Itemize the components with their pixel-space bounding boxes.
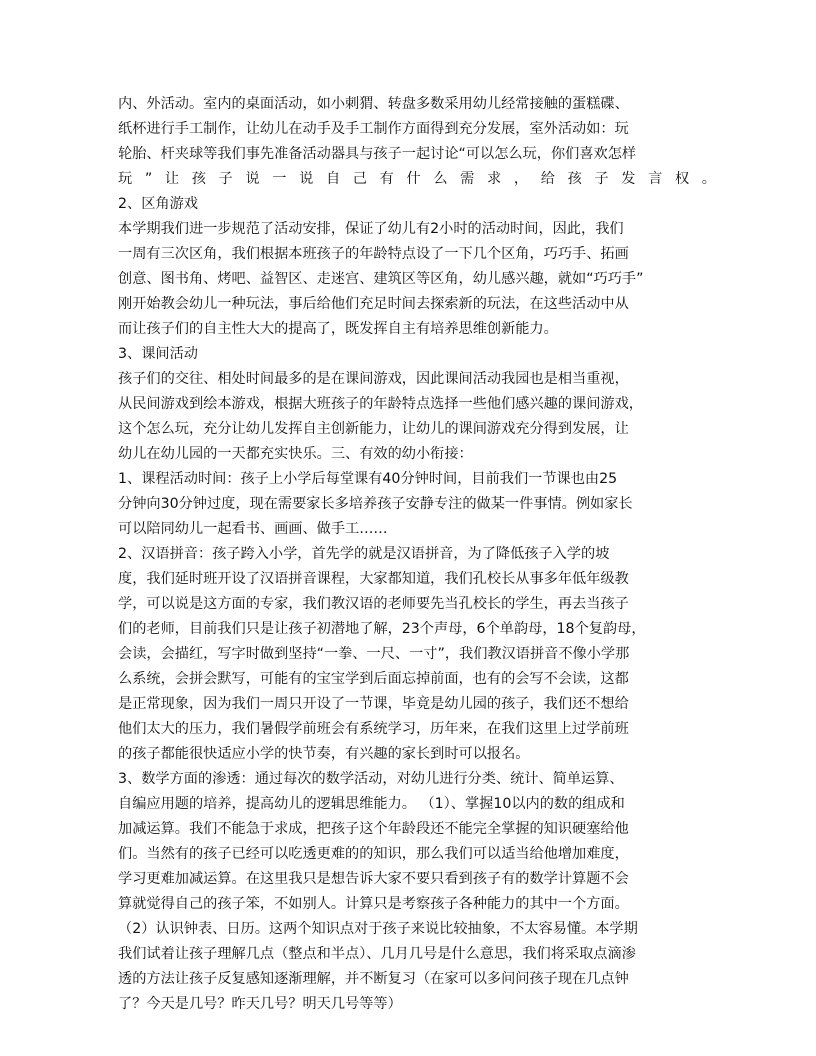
text-line: 这个怎么玩，充分让幼儿发挥自主创新能力，让幼儿的课间游戏充分得到发展，让: [118, 421, 629, 437]
section-heading: 3、课间活动: [118, 346, 198, 362]
section-heading: 2、区角游戏: [118, 196, 198, 212]
text-line: 刚开始教会幼儿一种玩法，事后给他们充足时间去探索新的玩法，在这些活动中从: [118, 296, 629, 312]
text-line: 2、汉语拼音：孩子跨入小学，首先学的就是汉语拼音，为了降低孩子入学的坡: [118, 546, 610, 562]
text-line: 轮胎、杆夹球等我们事先准备活动器具与孩子一起讨论“可以怎么玩，你们喜欢怎样: [118, 146, 637, 162]
text-line: 自编应用题的培养，提高幼儿的逻辑思维能力。 （1）、掌握10以内的数的组成和: [118, 796, 625, 812]
text-line: 本学期我们进一步规范了活动安排，保证了幼儿有2小时的活动时间，因此，我们: [118, 221, 624, 237]
text-line: 3、数学方面的渗透：通过每次的数学活动，对幼儿进行分类、统计、简单运算、: [118, 771, 624, 787]
text-line: 加减运算。我们不能急于求成，把孩子这个年龄段还不能完全掌握的知识硬塞给他: [118, 821, 629, 837]
text-line: 么系统，会拼会默写，可能有的宝宝学到后面忘掉前面，也有的会写不会读，这都: [118, 671, 629, 687]
text-line: 纸杯进行手工制作，让幼儿在动手及手工制作方面得到充分发展，室外活动如：玩: [118, 121, 629, 137]
text-line: 学习更难加减运算。在这里我只是想告诉大家不要只看到孩子有的数学计算题不会: [118, 871, 629, 887]
text-line: 度，我们延时班开设了汉语拼音课程，大家都知道，我们孔校长从事多年低年级教: [118, 571, 629, 587]
document-page: [118, 92, 716, 1017]
text-line: 们。当然有的孩子已经可以吃透更难的的知识，那么我们可以适当给他增加难度，: [118, 846, 629, 862]
text-line: 我们试着让孩子理解几点（整点和半点）、几月几号是什么意思，我们将采取点滴渗: [118, 946, 636, 962]
text-line: 学，可以说是这方面的专家，我们教汉语的老师要先当孔校长的学生，再去当孩子: [118, 596, 629, 612]
text-line: 分钟向30分钟过度，现在需要家长多培养孩子安静专注的做某一件事情。例如家长: [118, 496, 633, 512]
text-line: 从民间游戏到绘本游戏，根据大班孩子的年龄特点选择一些他们感兴趣的课间游戏，: [118, 396, 643, 412]
text-line: 的孩子都能很快适应小学的快节奏，有兴趣的家长到时可以报名。: [118, 746, 530, 762]
text-line: 内、外活动。室内的桌面活动，如小刺猬、转盘多数采用幼儿经常接触的蛋糕碟、: [118, 96, 629, 112]
text-line: 们的老师，目前我们只是让孩子初潜地了解，23个声母，6个单韵母，18个复韵母，: [118, 621, 646, 637]
text-line: 是正常现象，因为我们一周只开设了一节课，毕竟是幼儿园的孩子，我们还不想给: [118, 696, 629, 712]
text-line: 了？今天是几号？昨天几号？明天几号等等）: [118, 996, 402, 1012]
text-line: 可以陪同幼儿一起看书、画画、做手工……: [118, 521, 388, 537]
text-line: 创意、图书角、烤吧、益智区、走迷宫、建筑区等区角，幼儿感兴趣，就如“巧巧手”: [118, 271, 644, 287]
text-line: 幼儿在幼儿园的一天都充实快乐。三、有效的幼小衔接：: [118, 446, 473, 462]
text-line: 而让孩子们的自主性大大的提高了，既发挥自主有培养思维创新能力。: [118, 321, 558, 337]
text-line: 透的方法让孩子反复感知逐渐理解，并不断复习（在家可以多问问孩子现在几点钟: [118, 971, 629, 987]
text-line: 他们太大的压力，我们暑假学前班会有系统学习，历年来，在我们这里上过学前班: [118, 721, 629, 737]
text-line: 算就觉得自己的孩子笨，不如别人。计算只是考察孩子各种能力的其中一个方面。: [118, 896, 629, 912]
text-line: （2）认识钟表、日历。这两个知识点对于孩子来说比较抽象，不太容易懂。本学期: [118, 921, 638, 937]
text-line: 孩子们的交往、相处时间最多的是在课间游戏，因此课间活动我园也是相当重视，: [118, 371, 629, 387]
text-line: 1、课程活动时间：孩子上小学后每堂课有40分钟时间，目前我们一节课也由25: [118, 471, 618, 487]
text-line: 一周有三次区角，我们根据本班孩子的年龄特点设了一下几个区角，巧巧手、拓画: [118, 246, 629, 262]
text-line: 玩”让孩子说一说自己有什么需求，给孩子发言权。: [118, 171, 716, 187]
text-line: 会读，会描红，写字时做到坚持“一拳、一尺、一寸”，我们教汉语拼音不像小学那: [118, 646, 630, 662]
